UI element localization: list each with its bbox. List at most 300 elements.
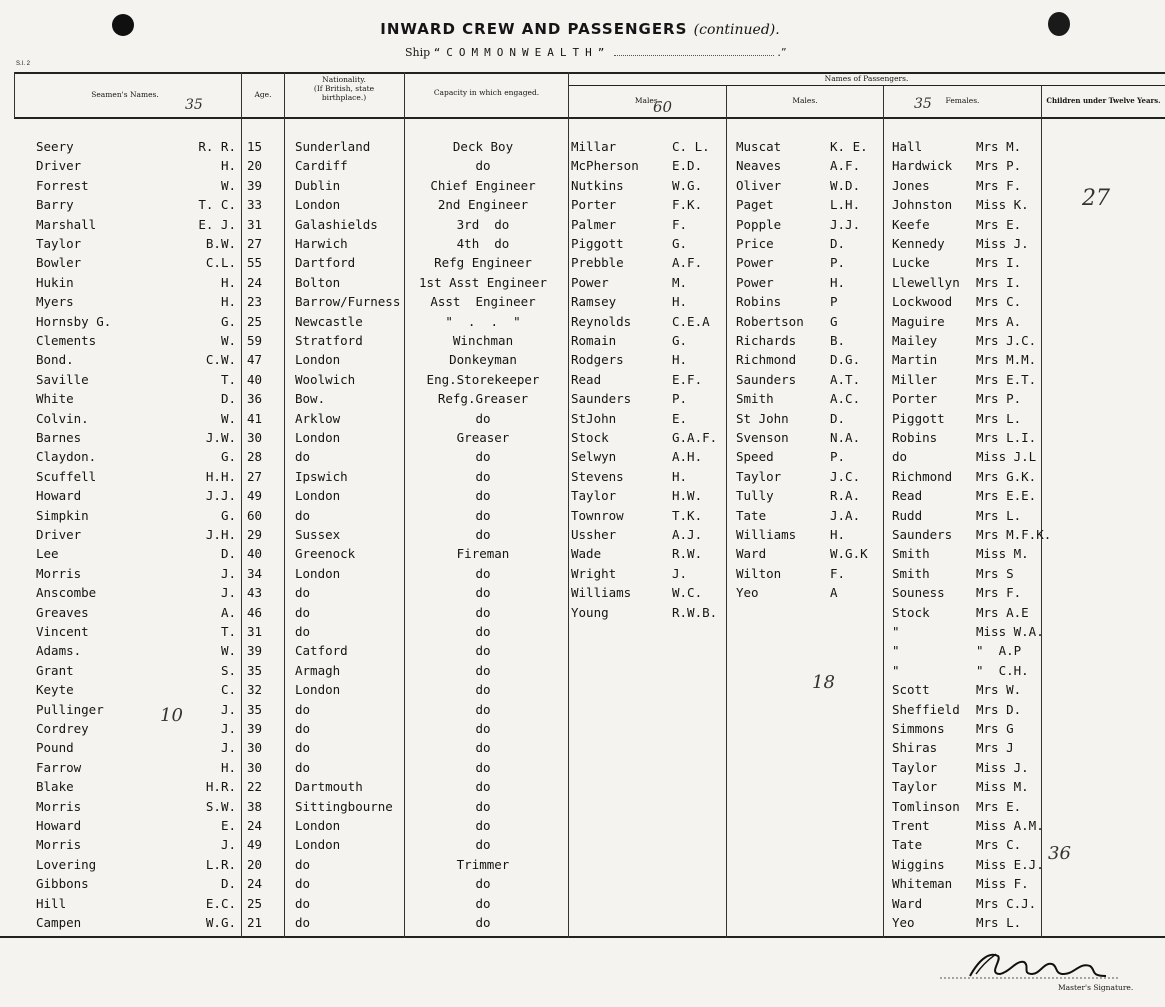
crew-initials: S.W. (205, 799, 236, 814)
male-initials: F. (830, 566, 846, 581)
female-title: Mrs C. (976, 837, 1022, 852)
female-surname: Smith (892, 566, 930, 581)
crew-nationality: Dartmouth (295, 779, 363, 794)
crew-initials: J.W. (205, 430, 236, 445)
annotation-females-count: 35 (914, 96, 932, 112)
crew-capacity: do (475, 740, 491, 755)
crew-surname: Scuffell (36, 469, 97, 484)
crew-surname: Saville (36, 372, 89, 387)
annotation-seamen-count: 35 (185, 97, 203, 113)
crew-initials: R. R. (198, 139, 236, 154)
male-initials: P. (830, 255, 846, 270)
female-surname: Kennedy (892, 236, 945, 251)
female-title: Mrs L. (976, 915, 1022, 930)
crew-surname: Greaves (36, 605, 89, 620)
crew-capacity: Trimmer (456, 857, 510, 872)
female-surname: Simmons (892, 721, 945, 736)
crew-capacity: do (475, 818, 491, 833)
female-title: Mrs D. (976, 702, 1022, 717)
title-suffix: (continued). (693, 22, 780, 38)
crew-age: 49 (247, 837, 263, 852)
crew-capacity: do (475, 799, 491, 814)
crew-initials: T. (220, 372, 236, 387)
male-initials: E.D. (672, 158, 703, 173)
crew-age: 15 (247, 139, 263, 154)
crew-capacity: Deck Boy (452, 139, 514, 154)
header-passengers: Names of Passengers. (824, 74, 909, 83)
male-initials: C.E.A (672, 314, 710, 329)
male-surname: Ussher (571, 527, 617, 542)
female-title: Mrs L. (976, 411, 1022, 426)
master-signature (940, 948, 1120, 982)
crew-age: 55 (247, 255, 263, 270)
female-title: Mrs I. (976, 255, 1022, 270)
crew-age: 27 (247, 469, 263, 484)
crew-surname: Keyte (36, 682, 74, 697)
crew-initials: C. (220, 682, 236, 697)
crew-initials: H. (220, 158, 236, 173)
crew-surname: Howard (36, 488, 82, 503)
male-surname: McPherson (571, 158, 639, 173)
crew-surname: Barnes (36, 430, 82, 445)
crew-initials: D. (220, 391, 236, 406)
male-surname: Saunders (571, 391, 632, 406)
crew-capacity: Fireman (456, 546, 510, 561)
male-surname: Robins (736, 294, 782, 309)
ship-line (405, 46, 787, 59)
crew-initials: J.J. (205, 488, 236, 503)
crew-age: 25 (247, 896, 263, 911)
crew-surname: Driver (36, 158, 82, 173)
crew-initials: E. J. (198, 217, 236, 232)
female-surname: Sheffield (892, 702, 960, 717)
female-title: Mrs M.M. (976, 352, 1037, 367)
female-surname: Llewellyn (892, 275, 960, 290)
crew-nationality: Dartford (295, 255, 356, 270)
annotation-children-mark: 27 (1082, 186, 1110, 211)
female-title: Mrs P. (976, 391, 1022, 406)
crew-initials: G. (220, 314, 236, 329)
crew-capacity: Refg.Greaser (437, 391, 529, 406)
crew-age: 20 (247, 158, 263, 173)
female-title: Mrs S (976, 566, 1014, 581)
female-surname: Stock (892, 605, 930, 620)
male-initials: W.G. (672, 178, 703, 193)
crew-age: 22 (247, 779, 263, 794)
male-surname: Selwyn (571, 449, 617, 464)
male-surname: Neaves (736, 158, 782, 173)
crew-surname: Barry (36, 197, 74, 212)
female-surname: Taylor (892, 760, 938, 775)
female-surname: Ward (892, 896, 923, 911)
female-surname: Richmond (892, 469, 953, 484)
crew-initials: H.R. (205, 779, 236, 794)
crew-initials: J. (220, 585, 236, 600)
crew-initials: W. (220, 411, 236, 426)
header-capacity: Capacity in which engaged. (433, 88, 540, 97)
male-initials: H. (830, 527, 846, 542)
crew-nationality: London (295, 488, 341, 503)
female-surname: Trent (892, 818, 930, 833)
male-initials: J.J. (830, 217, 861, 232)
crew-surname: Morris (36, 566, 82, 581)
col-divider-males1 (568, 72, 569, 938)
crew-initials: E. (220, 818, 236, 833)
crew-nationality: London (295, 566, 341, 581)
crew-capacity: do (475, 469, 491, 484)
female-surname: do (892, 449, 908, 464)
crew-age: 30 (247, 760, 263, 775)
col-divider-nationality (284, 72, 285, 938)
crew-initials: H. (220, 760, 236, 775)
header-children: Children under Twelve Years. (1046, 96, 1161, 105)
passenger-header-rule (568, 85, 1165, 86)
crew-nationality: Woolwich (295, 372, 356, 387)
crew-surname: Morris (36, 799, 82, 814)
male-surname: Rodgers (571, 352, 624, 367)
male-initials: G (830, 314, 838, 329)
female-surname: Mailey (892, 333, 938, 348)
male-initials: W.C. (672, 585, 703, 600)
crew-age: 25 (247, 314, 263, 329)
female-title: " A.P (976, 643, 1022, 658)
crew-age: 20 (247, 857, 263, 872)
crew-nationality: Sittingbourne (295, 799, 393, 814)
male-surname: Svenson (736, 430, 789, 445)
punch-hole-left (112, 14, 134, 36)
female-surname: Whiteman (892, 876, 953, 891)
crew-surname: Adams. (36, 643, 82, 658)
crew-age: 21 (247, 915, 263, 930)
crew-surname: Taylor (36, 236, 82, 251)
crew-nationality: Arklow (295, 411, 341, 426)
male-initials: G. (672, 236, 688, 251)
signature-caption: Master's Signature. (1058, 983, 1134, 992)
crew-capacity: do (475, 876, 491, 891)
crew-capacity: 2nd Engineer (437, 197, 529, 212)
crew-initials: W. (220, 643, 236, 658)
female-surname: Lucke (892, 255, 930, 270)
crew-initials: D. (220, 876, 236, 891)
male-surname: Power (571, 275, 609, 290)
crew-age: 59 (247, 333, 263, 348)
female-title: Mrs E.E. (976, 488, 1037, 503)
male-initials: L.H. (830, 197, 861, 212)
crew-surname: Gibbons (36, 876, 89, 891)
male-surname: Wright (571, 566, 617, 581)
crew-initials: H. (220, 275, 236, 290)
crew-age: 24 (247, 275, 263, 290)
crew-age: 35 (247, 663, 263, 678)
male-initials: H. (672, 294, 688, 309)
female-title: Mrs M. (976, 139, 1022, 154)
header-bottom-rule (14, 117, 1165, 119)
crew-surname: Morris (36, 837, 82, 852)
male-initials: A.J. (672, 527, 703, 542)
male-initials: J.C. (830, 469, 861, 484)
female-surname: Lockwood (892, 294, 953, 309)
male-initials: R.W. (672, 546, 703, 561)
male-initials: R.W.B. (672, 605, 718, 620)
male-surname: Robertson (736, 314, 804, 329)
male-initials: F. (672, 217, 688, 232)
crew-age: 33 (247, 197, 263, 212)
crew-age: 39 (247, 643, 263, 658)
crew-capacity: do (475, 896, 491, 911)
male-surname: Ramsey (571, 294, 617, 309)
female-surname: Hall (892, 139, 923, 154)
crew-nationality: Dublin (295, 178, 341, 193)
crew-capacity: do (475, 488, 491, 503)
male-initials: T.K. (672, 508, 703, 523)
female-title: Miss F. (976, 876, 1029, 891)
crew-initials: G. (220, 508, 236, 523)
male-initials: G.A.F. (672, 430, 718, 445)
crew-surname: Lee (36, 546, 59, 561)
crew-nationality: Catford (295, 643, 348, 658)
crew-capacity: do (475, 682, 491, 697)
crew-nationality: do (295, 896, 311, 911)
male-initials: W.G.K (830, 546, 868, 561)
female-surname: Martin (892, 352, 938, 367)
male-initials: K. E. (830, 139, 868, 154)
male-initials: A.T. (830, 372, 861, 387)
male-surname: Taylor (736, 469, 782, 484)
crew-capacity: do (475, 585, 491, 600)
crew-initials: J.H. (205, 527, 236, 542)
header-males-1: Males. (634, 96, 661, 105)
crew-nationality: do (295, 585, 311, 600)
crew-initials: A. (220, 605, 236, 620)
male-surname: Oliver (736, 178, 782, 193)
male-surname: Prebble (571, 255, 624, 270)
female-title: Miss E.J. (976, 857, 1044, 872)
crew-nationality: Bow. (295, 391, 326, 406)
female-title: Miss J. (976, 760, 1029, 775)
male-initials: P. (830, 449, 846, 464)
crew-nationality: Bolton (295, 275, 341, 290)
ship-prefix: Ship (405, 46, 431, 59)
male-surname: Williams (571, 585, 632, 600)
crew-initials: H. (220, 294, 236, 309)
form-number: S.I. 2 (16, 61, 31, 67)
crew-surname: Hill (36, 896, 67, 911)
crew-capacity: do (475, 702, 491, 717)
crew-capacity: do (475, 837, 491, 852)
male-initials: H.W. (672, 488, 703, 503)
crew-surname: Bond. (36, 352, 74, 367)
male-surname: Power (736, 275, 774, 290)
crew-capacity: do (475, 779, 491, 794)
crew-nationality: do (295, 760, 311, 775)
male-initials: W.D. (830, 178, 861, 193)
crew-age: 43 (247, 585, 263, 600)
crew-age: 32 (247, 682, 263, 697)
crew-nationality: London (295, 837, 341, 852)
female-title: Mrs E.T. (976, 372, 1037, 387)
female-title: Miss M. (976, 546, 1029, 561)
female-surname: Piggott (892, 411, 945, 426)
male-surname: Popple (736, 217, 782, 232)
crew-capacity: Chief Engineer (430, 178, 536, 193)
male-surname: Richmond (736, 352, 797, 367)
crew-surname: Blake (36, 779, 74, 794)
crew-initials: H.H. (205, 469, 236, 484)
crew-surname: Pound (36, 740, 74, 755)
crew-nationality: Newcastle (295, 314, 363, 329)
crew-initials: J. (220, 721, 236, 736)
female-surname: Shiras (892, 740, 938, 755)
female-title: " C.H. (976, 663, 1029, 678)
female-title: Mrs F. (976, 178, 1022, 193)
crew-nationality: London (295, 430, 341, 445)
crew-nationality: do (295, 740, 311, 755)
female-surname: " (892, 643, 900, 658)
crew-age: 39 (247, 721, 263, 736)
crew-age: 40 (247, 372, 263, 387)
crew-age: 31 (247, 217, 263, 232)
female-surname: Miller (892, 372, 938, 387)
male-surname: Tully (736, 488, 774, 503)
crew-capacity: do (475, 449, 491, 464)
crew-surname: Farrow (36, 760, 82, 775)
crew-capacity: do (475, 605, 491, 620)
crew-surname: Howard (36, 818, 82, 833)
crew-age: 27 (247, 236, 263, 251)
female-surname: Souness (892, 585, 945, 600)
female-surname: " (892, 663, 900, 678)
crew-surname: Grant (36, 663, 74, 678)
crew-surname: Marshall (36, 217, 97, 232)
crew-nationality: London (295, 197, 341, 212)
male-surname: Read (571, 372, 602, 387)
crew-surname: Bowler (36, 255, 82, 270)
crew-capacity: do (475, 624, 491, 639)
male-surname: Smith (736, 391, 774, 406)
female-surname: Yeo (892, 915, 915, 930)
male-surname: Power (736, 255, 774, 270)
male-surname: Muscat (736, 139, 782, 154)
female-surname: Wiggins (892, 857, 945, 872)
male-initials: D. (830, 236, 846, 251)
female-surname: Taylor (892, 779, 938, 794)
male-initials: C. L. (672, 139, 710, 154)
crew-capacity: do (475, 721, 491, 736)
crew-age: 41 (247, 411, 263, 426)
crew-nationality: Barrow/Furness (295, 294, 401, 309)
crew-surname: Vincent (36, 624, 89, 639)
male-initials: E. (672, 411, 688, 426)
male-surname: Saunders (736, 372, 797, 387)
crew-surname: Campen (36, 915, 82, 930)
crew-capacity: " . . " (445, 314, 521, 329)
male-surname: Reynolds (571, 314, 632, 329)
female-title: Mrs J (976, 740, 1014, 755)
female-title: Mrs W. (976, 682, 1022, 697)
crew-age: 36 (247, 391, 263, 406)
female-surname: Smith (892, 546, 930, 561)
male-surname: StJohn (571, 411, 617, 426)
male-surname: Young (571, 605, 609, 620)
crew-capacity: do (475, 663, 491, 678)
crew-capacity: do (475, 643, 491, 658)
female-surname: Read (892, 488, 923, 503)
crew-capacity: Refg Engineer (434, 255, 532, 270)
male-surname: Williams (736, 527, 797, 542)
crew-surname: Lovering (36, 857, 97, 872)
female-title: Miss M. (976, 779, 1029, 794)
male-initials: N.A. (830, 430, 861, 445)
crew-nationality: Cardiff (295, 158, 348, 173)
crew-age: 39 (247, 178, 263, 193)
male-surname: Taylor (571, 488, 617, 503)
female-surname: Robins (892, 430, 938, 445)
crew-initials: T. C. (198, 197, 236, 212)
male-initials: M. (672, 275, 688, 290)
male-surname: Nutkins (571, 178, 624, 193)
crew-capacity: Eng.Storekeeper (426, 372, 540, 387)
male-surname: Stock (571, 430, 609, 445)
crew-initials: T. (220, 624, 236, 639)
male-initials: H. (672, 469, 688, 484)
female-title: Miss J.L (976, 449, 1037, 464)
male-surname: Millar (571, 139, 617, 154)
male-surname: Porter (571, 197, 617, 212)
crew-initials: C.W. (205, 352, 236, 367)
annotation-males-count: 60 (653, 98, 673, 116)
crew-nationality: do (295, 876, 311, 891)
female-title: Mrs J.C. (976, 333, 1037, 348)
crew-age: 30 (247, 740, 263, 755)
ship-suffix: .” (777, 46, 787, 59)
crew-age: 29 (247, 527, 263, 542)
crew-initials: L.R. (205, 857, 236, 872)
crew-initials: S. (220, 663, 236, 678)
male-surname: Stevens (571, 469, 624, 484)
male-surname: Palmer (571, 217, 617, 232)
female-title: Mrs A. (976, 314, 1022, 329)
female-surname: Porter (892, 391, 938, 406)
crew-initials: C.L. (205, 255, 236, 270)
crew-nationality: Sunderland (295, 139, 371, 154)
crew-surname: Claydon. (36, 449, 97, 464)
female-surname: Johnston (892, 197, 953, 212)
crew-initials: J. (220, 837, 236, 852)
crew-capacity: Asst Engineer (430, 294, 536, 309)
male-initials: E.F. (672, 372, 703, 387)
female-surname: Tomlinson (892, 799, 960, 814)
col-divider-age (241, 72, 242, 938)
female-title: Mrs A.E (976, 605, 1029, 620)
female-title: Mrs E. (976, 799, 1022, 814)
male-initials: P. (672, 391, 688, 406)
crew-age: 30 (247, 430, 263, 445)
female-surname: Rudd (892, 508, 923, 523)
male-initials: D. (830, 411, 846, 426)
male-initials: R.A. (830, 488, 861, 503)
crew-nationality: London (295, 352, 341, 367)
crew-nationality: do (295, 508, 311, 523)
crew-initials: D. (220, 546, 236, 561)
male-initials: D.G. (830, 352, 861, 367)
male-initials: A.F. (830, 158, 861, 173)
bottom-rule (0, 936, 1165, 938)
crew-nationality: Armagh (295, 663, 341, 678)
crew-capacity: do (475, 411, 491, 426)
female-surname: Tate (892, 837, 923, 852)
crew-initials: W.G. (205, 915, 236, 930)
crew-surname: Colvin. (36, 411, 89, 426)
